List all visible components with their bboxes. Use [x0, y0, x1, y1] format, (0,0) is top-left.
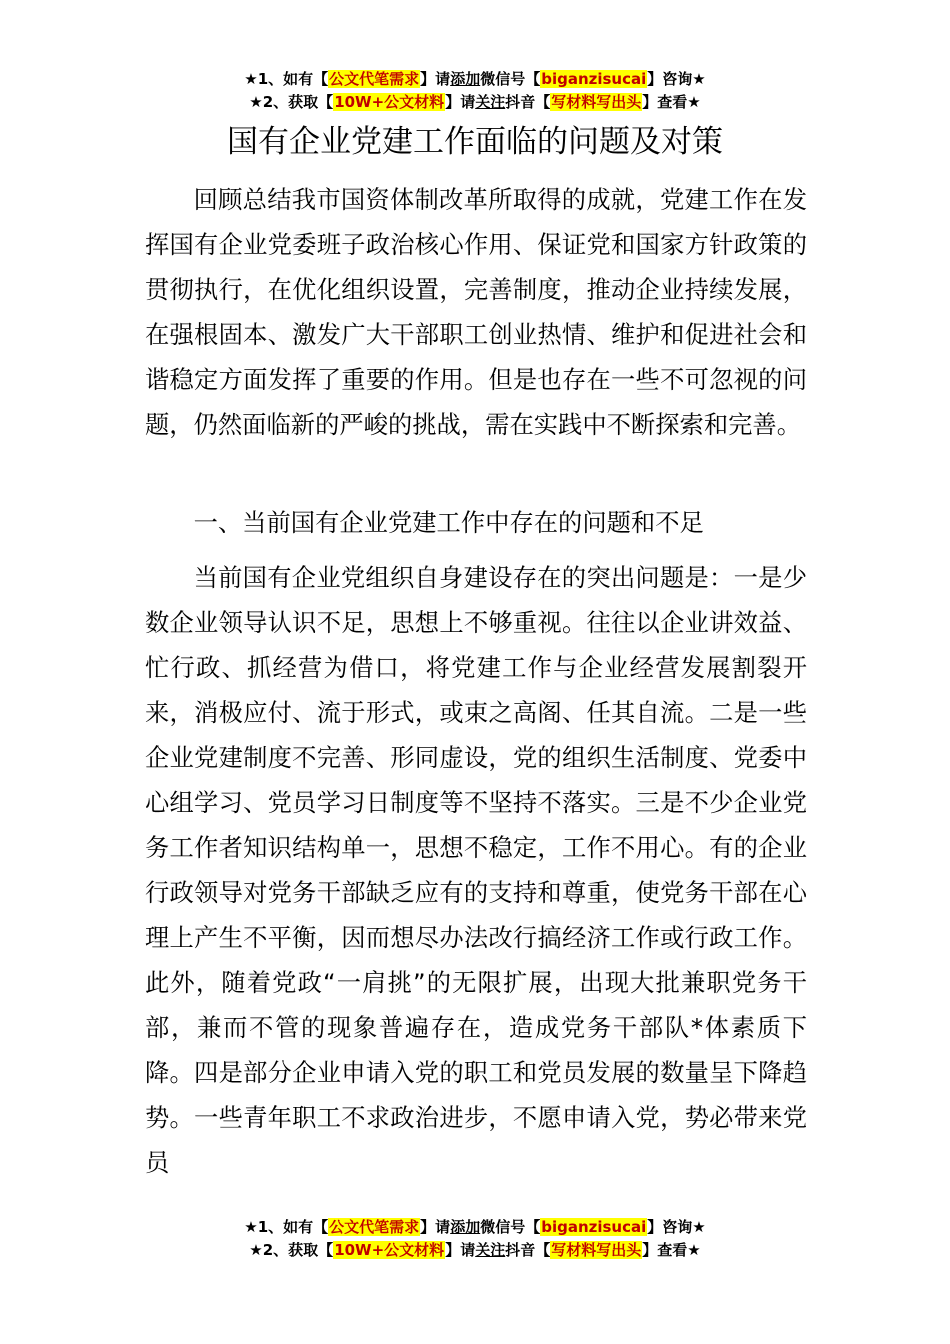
footer-banner-line-2 — [0, 1239, 950, 1262]
body-paragraph-problems — [145, 555, 807, 1185]
section-heading — [145, 500, 807, 545]
wechat-id-highlight: biganzisucai — [541, 1218, 647, 1236]
underlined-text: 添加 — [450, 70, 481, 88]
banner-text: ★1、如有【 — [244, 1218, 329, 1236]
banner-text: ★2、获取【 — [249, 1241, 334, 1259]
banner-text: 微信号【 — [480, 1218, 541, 1236]
banner-text: 】请 — [445, 93, 476, 111]
highlight-tag: 公文代笔需求 — [329, 1218, 420, 1236]
paragraph: 回顾总结我市国资体制改革所取得的成就，党建工作在发挥国有企业党委班子政治核心作用、保证党和国家方针政策的贯彻执行，在优化组织设置，完善制度，推动企业持续发展，在强根固本、激发广大干部职工创业热情、维护和促进社会和谐稳定方面发挥了重要的作用。但是也存在一些不可忽视的问题，仍然面临新的严峻的挑战，需在实践中不断探索和完善。 — [145, 185, 807, 439]
banner-text: 】请 — [445, 1241, 476, 1259]
body-paragraph-intro — [145, 177, 807, 447]
banner-text: 微信号【 — [480, 70, 541, 88]
banner-text: 】查看★ — [642, 93, 701, 111]
document-title: 国有企业党建工作面临的问题及对策 — [227, 124, 723, 160]
banner-text: 抖音【 — [505, 93, 551, 111]
douyin-account-highlight: 写材料写出头 — [551, 1241, 642, 1259]
banner-text: 抖音【 — [505, 1241, 551, 1259]
banner-text: ★1、如有【 — [244, 70, 329, 88]
underlined-text: 关注 — [475, 93, 506, 111]
banner-text: 】咨询★ — [647, 1218, 706, 1236]
header-banner-line-2 — [0, 91, 950, 114]
underlined-text: 关注 — [475, 1241, 506, 1259]
highlight-tag: 10W+公文材料 — [334, 1241, 445, 1259]
banner-text: 】查看★ — [642, 1241, 701, 1259]
header-banner — [0, 68, 950, 114]
header-banner-line-1 — [0, 68, 950, 91]
douyin-account-highlight: 写材料写出头 — [551, 93, 642, 111]
footer-banner — [0, 1216, 950, 1262]
paragraph: 当前国有企业党组织自身建设存在的突出问题是：一是少数企业领导认识不足，思想上不够重视。往往以企业讲效益、忙行政、抓经营为借口，将党建工作与企业经营发展割裂开来，消极应付、流于形式，或束之高阁、任其自流。二是一些企业党建制度不完善、形同虚设，党的组织生活制度、党委中心组学习、党员学习日制度等不坚持不落实。三是不少企业党务工作者知识结构单一，思想不稳定，工作不用心。有的企业行政领导对党务干部缺乏应有的支持和尊重，使党务干部在心理上产生不平衡，因而想尽办法改行搞经济工作或行政工作。此外，随着党政“一肩挑”的无限扩展，出现大批兼职党务干部，兼而不管的现象普遍存在，造成党务干部队*体素质下降。四是部分企业申请入党的职工和党员发展的数量呈下降趋势。一些青年职工不求政治进步，不愿申请入党，势必带来党员 — [145, 563, 807, 1177]
banner-text: 】请 — [420, 70, 451, 88]
highlight-tag: 公文代笔需求 — [329, 70, 420, 88]
footer-banner-line-1 — [0, 1216, 950, 1239]
banner-text: 】咨询★ — [647, 70, 706, 88]
banner-text: ★2、获取【 — [249, 93, 334, 111]
wechat-id-highlight: biganzisucai — [541, 70, 647, 88]
highlight-tag: 10W+公文材料 — [334, 93, 445, 111]
underlined-text: 添加 — [450, 1218, 481, 1236]
banner-text: 】请 — [420, 1218, 451, 1236]
section-heading-text: 一、当前国有企业党建工作中存在的问题和不足 — [193, 508, 704, 537]
